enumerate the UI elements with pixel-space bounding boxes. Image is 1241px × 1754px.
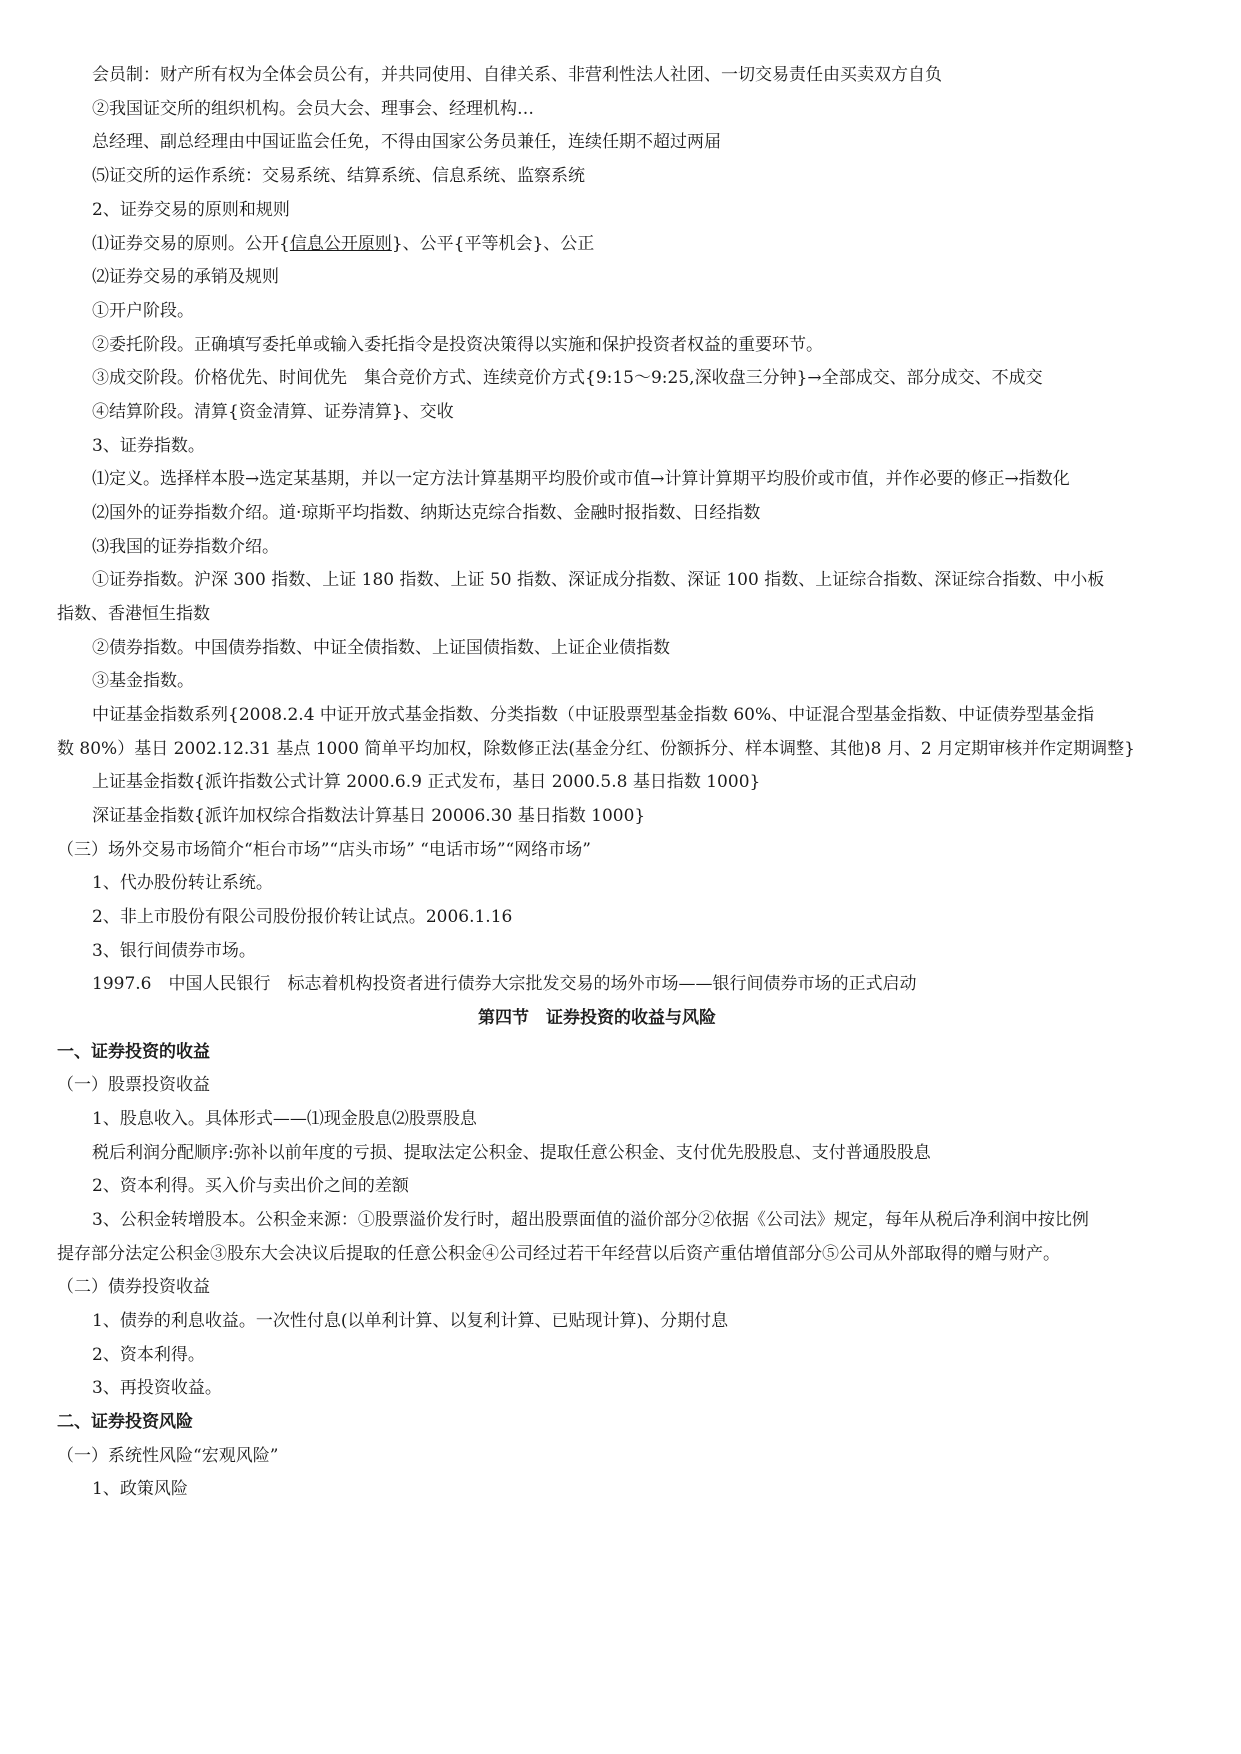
heading-level-1: 一、证券投资的收益 [57,1042,210,1062]
text-line: ①证券指数。沪深 300 指数、上证 180 指数、上证 50 指数、深证成分指数、深证 100 指数、上证综合指数、深证综合指数、中小板 [92,570,1105,590]
text-line: 总经理、副总经理由中国证监会任免，不得由国家公务员兼任，连续任期不超过两届 [92,132,721,152]
text-line: （三）场外交易市场简介“柜台市场”“店头市场” “电话市场”“网络市场” [57,840,591,860]
text-line: ④结算阶段。清算{资金清算、证券清算}、交收 [92,402,454,422]
text-line: 1、债券的利息收益。一次性付息(以单利计算、以复利计算、已贴现计算)、分期付息 [92,1311,729,1331]
text-line: ②我国证交所的组织机构。会员大会、理事会、经理机构… [92,99,534,119]
text-line: ①开户阶段。 [92,301,194,321]
text-line: 1997.6 中国人民银行 标志着机构投资者进行债券大宗批发交易的场外市场——银行间债券市场的正式启动 [92,974,917,994]
heading-level-1: 二、证券投资风险 [57,1412,193,1432]
text-line: 提存部分法定公积金③股东大会决议后提取的任意公积金④公司经过若干年经营以后资产重估增值部分⑤公司从外部取得的赠与财产。 [57,1244,1060,1264]
underlined-text: 信息公开原则 [289,234,392,254]
text-line: 1、股息收入。具体形式——⑴现金股息⑵股票股息 [92,1109,477,1129]
text-line: 3、公积金转增股本。公积金来源：①股票溢价发行时，超出股票面值的溢价部分②依据《公司法》规定，每年从税后净利润中按比例 [92,1210,1089,1230]
text-line: ③成交阶段。价格优先、时间优先 集合竞价方式、连续竞价方式{9:15～9:25,深收盘三分钟}→全部成交、部分成交、不成交 [92,368,1043,388]
text-segment: }、公平{平等机会}、公正 [391,234,595,254]
text-line: ②债券指数。中国债券指数、中证全债指数、上证国债指数、上证企业债指数 [92,638,670,658]
text-line: 2、资本利得。 [92,1345,205,1365]
text-line: 会员制：财产所有权为全体会员公有，并共同使用、自律关系、非营利性法人社团、一切交易责任由买卖双方自负 [92,65,942,85]
text-line-with-underline [92,232,594,256]
text-line: ⑸证交所的运作系统：交易系统、结算系统、信息系统、监察系统 [92,166,585,186]
text-line: 指数、香港恒生指数 [57,604,210,624]
text-line: 上证基金指数{派许指数公式计算 2000.6.9 正式发布，基日 2000.5.8 基日指数 1000} [92,772,761,792]
text-line: 1、政策风险 [92,1479,188,1499]
text-line: 1、代办股份转让系统。 [92,873,273,893]
text-line: （二）债券投资收益 [57,1277,210,1297]
text-line: ⑶我国的证券指数介绍。 [92,537,279,557]
text-line: （一）系统性风险“宏观风险” [57,1446,279,1466]
text-line: 数 80%）基日 2002.12.31 基点 1000 简单平均加权，除数修正法(基金分红、份额拆分、样本调整、其他)8 月、2 月定期审核并作定期调整} [57,739,1135,759]
text-line: ③基金指数。 [92,671,194,691]
text-line: ⑵国外的证券指数介绍。道·琼斯平均指数、纳斯达克综合指数、金融时报指数、日经指数 [92,503,761,523]
section-heading: 第四节 证券投资的收益与风险 [478,1008,716,1028]
text-line: 深证基金指数{派许加权综合指数法计算基日 20006.30 基日指数 1000} [92,806,646,826]
text-line: 税后利润分配顺序:弥补以前年度的亏损、提取法定公积金、提取任意公积金、支付优先股股息、支付普通股股息 [92,1143,931,1163]
text-line: 3、再投资收益。 [92,1378,222,1398]
text-segment: ⑴证券交易的原则。公开{ [92,234,290,254]
text-line: 2、非上市股份有限公司股份报价转让试点。2006.1.16 [92,907,513,927]
text-line: 2、证券交易的原则和规则 [92,200,290,220]
text-line: （一）股票投资收益 [57,1075,210,1095]
text-line: ②委托阶段。正确填写委托单或输入委托指令是投资决策得以实施和保护投资者权益的重要环节。 [92,335,823,355]
text-line: 3、银行间债券市场。 [92,941,256,961]
text-line: ⑴定义。选择样本股→选定某基期，并以一定方法计算基期平均股价或市值→计算计算期平均股价或市值，并作必要的修正→指数化 [92,469,1070,489]
text-line: ⑵证券交易的承销及规则 [92,267,279,287]
text-line: 中证基金指数系列{2008.2.4 中证开放式基金指数、分类指数（中证股票型基金指数 60%、中证混合型基金指数、中证债券型基金指 [92,705,1095,725]
text-line: 3、证券指数。 [92,436,205,456]
text-line: 2、资本利得。买入价与卖出价之间的差额 [92,1176,409,1196]
